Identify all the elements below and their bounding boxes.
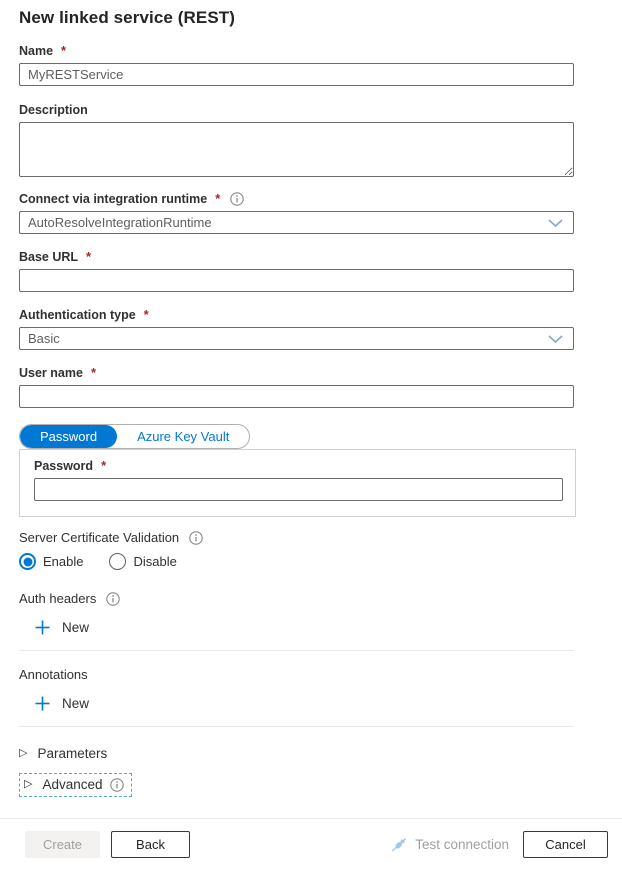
divider [19, 650, 574, 651]
base-url-field-group [19, 249, 574, 292]
radio-disable-label: Disable [133, 554, 177, 569]
password-panel [19, 449, 576, 517]
new-label: New [62, 696, 90, 711]
server-cert-label: Server Certificate Validation [19, 530, 180, 545]
radio-enable[interactable] [19, 553, 83, 570]
name-input[interactable] [19, 63, 574, 86]
radio-disable[interactable] [109, 553, 176, 570]
plus-icon [35, 620, 50, 635]
info-icon[interactable] [230, 192, 244, 206]
radio-button-icon [19, 553, 36, 570]
integration-runtime-label: Connect via integration runtime [19, 191, 208, 206]
name-field-group [19, 43, 574, 86]
integration-runtime-dropdown[interactable] [19, 211, 574, 234]
base-url-input[interactable] [19, 269, 574, 292]
server-cert-radio-group [19, 553, 574, 570]
required-asterisk: * [86, 249, 92, 264]
auth-headers-new-button[interactable] [35, 620, 574, 635]
auth-type-value: Basic [28, 331, 60, 346]
required-asterisk: * [143, 307, 149, 322]
parameters-label: Parameters [37, 746, 108, 761]
password-input[interactable] [34, 478, 563, 501]
user-name-field-group [19, 365, 574, 408]
divider [19, 726, 574, 727]
create-button[interactable]: Create [25, 831, 100, 858]
description-field-group [19, 103, 574, 177]
required-asterisk: * [90, 365, 96, 380]
auth-type-label: Authentication type [19, 307, 136, 322]
integration-runtime-field-group [19, 191, 574, 234]
base-url-label: Base URL [19, 249, 79, 264]
auth-type-field-group [19, 307, 574, 350]
integration-runtime-value: AutoResolveIntegrationRuntime [28, 215, 212, 230]
radio-button-icon [109, 553, 126, 570]
chevron-down-icon [548, 219, 563, 227]
back-button[interactable]: Back [111, 831, 190, 858]
tab-password[interactable]: Password [20, 425, 117, 448]
advanced-section-toggle[interactable] [19, 773, 132, 797]
collapse-arrow-icon: ▷ [19, 747, 28, 759]
description-textarea[interactable] [19, 122, 574, 177]
server-cert-group [19, 530, 574, 570]
auth-headers-group [19, 591, 574, 651]
name-label: Name [19, 43, 54, 58]
required-asterisk: * [101, 458, 107, 473]
user-name-input[interactable] [19, 385, 574, 408]
chevron-down-icon [548, 335, 563, 343]
test-connection-button[interactable] [390, 837, 509, 853]
cancel-button[interactable]: Cancel [523, 831, 608, 858]
password-label: Password [34, 458, 94, 473]
new-label: New [62, 620, 90, 635]
info-icon[interactable] [106, 592, 120, 606]
tab-azure-key-vault[interactable]: Azure Key Vault [137, 429, 230, 444]
page-title: New linked service (REST) [19, 8, 236, 27]
annotations-group [19, 667, 574, 727]
description-label: Description [19, 103, 88, 117]
info-icon[interactable] [110, 778, 124, 792]
plus-icon [35, 696, 50, 711]
auth-type-dropdown[interactable] [19, 327, 574, 350]
radio-enable-label: Enable [43, 554, 84, 569]
annotations-label: Annotations [19, 667, 88, 682]
credential-tabs [19, 424, 250, 449]
auth-headers-label: Auth headers [19, 591, 97, 606]
footer-bar [0, 818, 622, 870]
info-icon[interactable] [189, 531, 203, 545]
test-connection-label: Test connection [415, 837, 509, 852]
required-asterisk: * [61, 43, 67, 58]
user-name-label: User name [19, 365, 83, 380]
collapse-arrow-icon: ▷ [24, 778, 33, 790]
advanced-label: Advanced [42, 777, 103, 792]
parameters-section-toggle[interactable] [19, 746, 107, 761]
annotations-new-button[interactable] [35, 696, 574, 711]
required-asterisk: * [215, 191, 221, 206]
test-connection-plug-icon [390, 837, 408, 853]
